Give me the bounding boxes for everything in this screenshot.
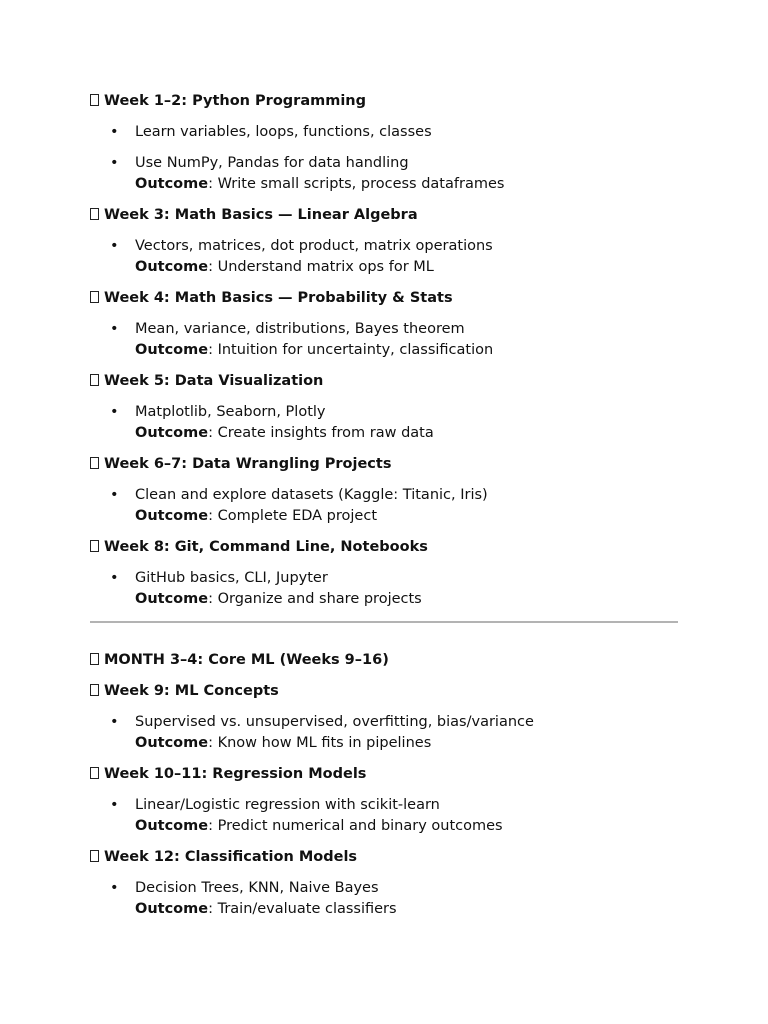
outcome-label: Outcome bbox=[135, 259, 209, 275]
outcome-line bbox=[135, 257, 678, 278]
outcome-line bbox=[135, 816, 678, 837]
bullet-marker: • bbox=[110, 797, 119, 813]
heading-text: Week 10–11: Regression Models bbox=[104, 766, 367, 782]
outcome-text: : Complete EDA project bbox=[208, 508, 378, 524]
outcome-label: Outcome bbox=[135, 818, 209, 834]
outcome-label: Outcome bbox=[135, 901, 209, 917]
missing-glyph-icon bbox=[90, 291, 99, 303]
outcome-line bbox=[135, 506, 678, 527]
outcome-text: : Organize and share projects bbox=[208, 591, 422, 607]
missing-glyph-icon bbox=[90, 540, 99, 552]
bullet-marker: • bbox=[110, 238, 119, 254]
bullet-list bbox=[90, 402, 678, 444]
bullet-marker: • bbox=[110, 570, 119, 586]
outcome-text: : Intuition for uncertainty, classification bbox=[208, 342, 494, 358]
missing-glyph-icon bbox=[90, 850, 99, 862]
heading-text: Week 8: Git, Command Line, Notebooks bbox=[104, 539, 428, 555]
heading-text: Week 12: Classification Models bbox=[104, 849, 358, 865]
list-item bbox=[90, 485, 678, 527]
outcome-label: Outcome bbox=[135, 735, 209, 751]
heading-text: Week 9: ML Concepts bbox=[104, 683, 279, 699]
item-text: Vectors, matrices, dot product, matrix operations bbox=[135, 238, 493, 254]
section-heading-week-1-2 bbox=[90, 91, 678, 111]
section-heading-week-5 bbox=[90, 371, 678, 391]
section-heading-week-9 bbox=[90, 681, 678, 701]
outcome-text: : Train/evaluate classifiers bbox=[208, 901, 397, 917]
item-text: Linear/Logistic regression with scikit-learn bbox=[135, 797, 440, 813]
bullet-list bbox=[90, 319, 678, 361]
outcome-label: Outcome bbox=[135, 176, 209, 192]
item-text: Learn variables, loops, functions, classes bbox=[135, 124, 432, 140]
bullet-list bbox=[90, 878, 678, 920]
section-heading-week-6-7 bbox=[90, 454, 678, 474]
section-heading-month-3-4 bbox=[90, 650, 678, 670]
list-item bbox=[90, 153, 678, 195]
outcome-label: Outcome bbox=[135, 591, 209, 607]
heading-text: Week 4: Math Basics — Probability & Stats bbox=[104, 290, 453, 306]
list-item bbox=[90, 319, 678, 361]
outcome-line bbox=[135, 174, 678, 195]
outcome-line bbox=[135, 733, 678, 754]
list-item bbox=[90, 712, 678, 754]
bullet-list bbox=[90, 236, 678, 278]
outcome-text: : Predict numerical and binary outcomes bbox=[208, 818, 503, 834]
list-item bbox=[90, 236, 678, 278]
item-text: Supervised vs. unsupervised, overfitting, bias/variance bbox=[135, 714, 534, 730]
missing-glyph-icon bbox=[90, 208, 99, 220]
bullet-marker: • bbox=[110, 880, 119, 896]
bullet-marker: • bbox=[110, 404, 119, 420]
bullet-list bbox=[90, 568, 678, 610]
item-text: Decision Trees, KNN, Naive Bayes bbox=[135, 880, 379, 896]
section-heading-week-3 bbox=[90, 205, 678, 225]
section-heading-week-4 bbox=[90, 288, 678, 308]
missing-glyph-icon bbox=[90, 457, 99, 469]
missing-glyph-icon bbox=[90, 374, 99, 386]
missing-glyph-icon bbox=[90, 653, 99, 665]
list-item bbox=[90, 568, 678, 610]
outcome-label: Outcome bbox=[135, 508, 209, 524]
list-item bbox=[90, 122, 678, 143]
item-text: Mean, variance, distributions, Bayes theorem bbox=[135, 321, 465, 337]
list-item bbox=[90, 795, 678, 837]
outcome-text: : Know how ML fits in pipelines bbox=[208, 735, 432, 751]
list-item bbox=[90, 402, 678, 444]
roadmap-document bbox=[90, 91, 678, 930]
list-item bbox=[90, 878, 678, 920]
bullet-list bbox=[90, 712, 678, 754]
missing-glyph-icon bbox=[90, 767, 99, 779]
section-heading-week-8 bbox=[90, 537, 678, 557]
outcome-label: Outcome bbox=[135, 425, 209, 441]
bullet-list bbox=[90, 485, 678, 527]
item-text: Clean and explore datasets (Kaggle: Titanic, Iris) bbox=[135, 487, 488, 503]
heading-text: Week 6–7: Data Wrangling Projects bbox=[104, 456, 392, 472]
bullet-marker: • bbox=[110, 714, 119, 730]
bullet-marker: • bbox=[110, 321, 119, 337]
outcome-line bbox=[135, 899, 678, 920]
outcome-label: Outcome bbox=[135, 342, 209, 358]
horizontal-divider bbox=[90, 621, 678, 623]
section-heading-week-12 bbox=[90, 847, 678, 867]
missing-glyph-icon bbox=[90, 94, 99, 106]
section-heading-week-10-11 bbox=[90, 764, 678, 784]
item-text: GitHub basics, CLI, Jupyter bbox=[135, 570, 328, 586]
item-text: Use NumPy, Pandas for data handling bbox=[135, 155, 409, 171]
outcome-line bbox=[135, 423, 678, 444]
bullet-marker: • bbox=[110, 124, 119, 140]
missing-glyph-icon bbox=[90, 684, 99, 696]
outcome-text: : Understand matrix ops for ML bbox=[208, 259, 434, 275]
heading-text: Week 1–2: Python Programming bbox=[104, 93, 366, 109]
heading-text: MONTH 3–4: Core ML (Weeks 9–16) bbox=[104, 652, 389, 668]
outcome-line bbox=[135, 589, 678, 610]
heading-text: Week 5: Data Visualization bbox=[104, 373, 324, 389]
outcome-text: : Create insights from raw data bbox=[208, 425, 434, 441]
outcome-line bbox=[135, 340, 678, 361]
outcome-text: : Write small scripts, process dataframes bbox=[208, 176, 505, 192]
heading-text: Week 3: Math Basics — Linear Algebra bbox=[104, 207, 418, 223]
bullet-marker: • bbox=[110, 155, 119, 171]
item-text: Matplotlib, Seaborn, Plotly bbox=[135, 404, 326, 420]
bullet-marker: • bbox=[110, 487, 119, 503]
bullet-list bbox=[90, 122, 678, 195]
bullet-list bbox=[90, 795, 678, 837]
